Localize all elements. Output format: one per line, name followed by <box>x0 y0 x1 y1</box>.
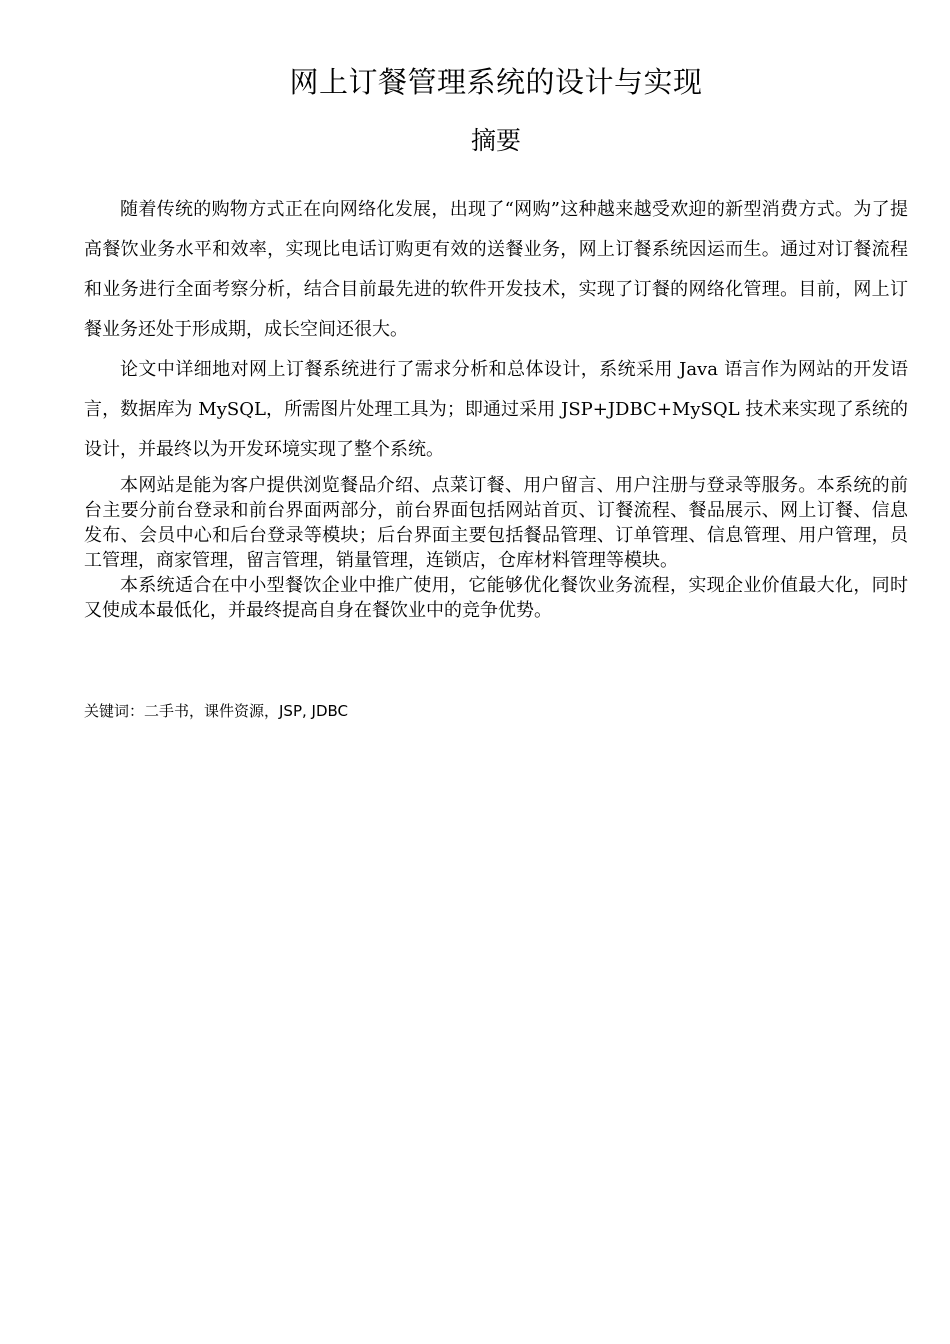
keywords-line: 关键词：二手书，课件资源，JSP, JDBC <box>84 702 349 720</box>
abstract-paragraph-4: 本系统适合在中小型餐饮企业中推广使用，它能够优化餐饮业务流程，实现企业价值最大化，同时又使成本最低化，并最终提高自身在餐饮业中的竞争优势。 <box>84 575 908 621</box>
abstract-paragraph-1: 随着传统的购物方式正在向网络化发展，出现了“网购”这种越来越受欢迎的新型消费方式。为了提高餐饮业务水平和效率，实现比电话订购更有效的送餐业务，网上订餐系统因运而生。通过对订餐流程和业务进行全面考察分析，结合目前最先进的软件开发技术，实现了订餐的网络化管理。目前，网上订餐业务还处于形成期，成长空间还很大。 <box>84 199 908 340</box>
abstract-body <box>84 190 908 623</box>
document-title: 网上订餐管理系统的设计与实现 <box>289 65 703 99</box>
abstract-paragraph-2: 论文中详细地对网上订餐系统进行了需求分析和总体设计，系统采用 Java 语言作为网站的开发语言，数据库为 MySQL，所需图片处理工具为；即通过采用 JSP+JDBC+MySQL 技术来实现了系统的设计，并最终以为开发环境实现了整个系统。 <box>84 359 908 460</box>
abstract-paragraph-3: 本网站是能为客户提供浏览餐品介绍、点菜订餐、用户留言、用户注册与登录等服务。本系统的前台主要分前台登录和前台界面两部分，前台界面包括网站首页、订餐流程、餐品展示、网上订餐、信息发布、会员中心和后台登录等模块；后台界面主要包括餐品管理、订单管理、信息管理、用户管理，员工管理，商家管理，留言管理，销量管理，连锁店，仓库材料管理等模块。 <box>84 475 908 571</box>
abstract-heading: 摘要 <box>470 126 521 155</box>
document-page <box>84 0 908 1344</box>
